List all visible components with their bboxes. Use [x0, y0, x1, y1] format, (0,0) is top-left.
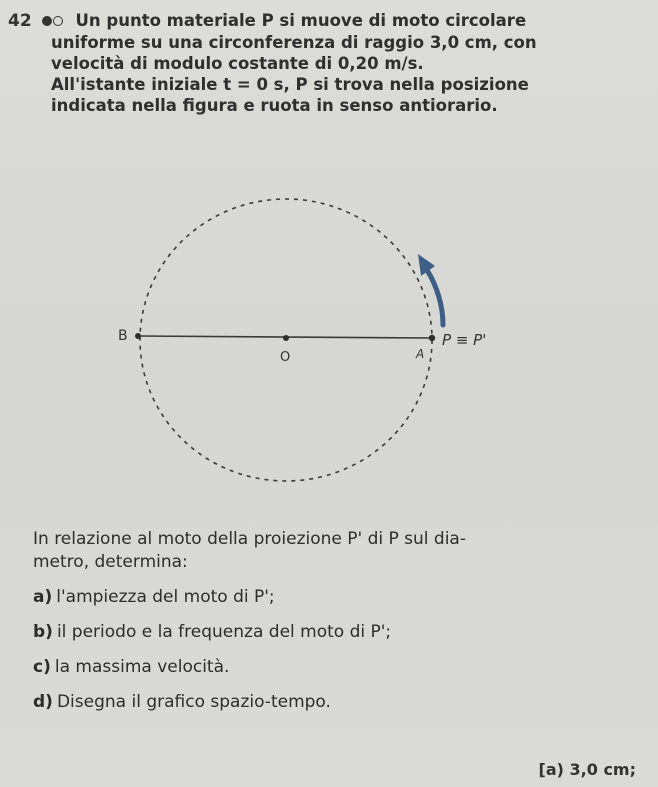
question-a	[33, 586, 648, 609]
question-b-text: il periodo e la frequenza del moto di P';	[56, 622, 392, 642]
questions-intro-1: In relazione al moto della proiezione P' di P sul dia-	[33, 529, 466, 549]
answer-value: 3,0 cm;	[569, 760, 636, 779]
question-a-label: a)	[33, 587, 53, 607]
label-a: A	[416, 347, 425, 361]
question-b	[33, 621, 648, 644]
label-o: O	[280, 350, 291, 365]
question-b-label: b)	[33, 622, 53, 642]
problem-line-2: uniforme su una circonferenza di raggio 3,0 cm, con	[51, 33, 537, 52]
answer-hint	[539, 760, 636, 779]
problem-line-3: velocità di modulo costante di 0,20 m/s.	[51, 54, 424, 73]
difficulty-dots-icon	[42, 10, 64, 32]
question-d	[33, 691, 648, 714]
label-p: P ≡ P'	[442, 331, 487, 349]
problem-statement	[8, 10, 648, 116]
question-a-text: l'ampiezza del moto di P';	[56, 587, 275, 607]
problem-number: 42	[8, 11, 32, 31]
problem-line-4: All'istante iniziale t = 0 s, P si trova nella posizione	[51, 75, 529, 94]
point-b	[135, 333, 141, 339]
questions-intro-2: metro, determina:	[33, 552, 188, 572]
circle-figure	[100, 188, 540, 493]
problem-line-5: indicata nella figura e ruota in senso antiorario.	[51, 96, 498, 115]
question-d-label: d)	[33, 692, 53, 712]
label-b: B	[118, 328, 128, 344]
question-c-text: la massima velocità.	[54, 657, 230, 677]
question-c	[33, 656, 648, 679]
question-c-label: c)	[33, 657, 51, 677]
question-d-text: Disegna il grafico spazio-tempo.	[56, 692, 331, 712]
problem-line-1: Un punto materiale P si muove di moto circolare	[75, 11, 527, 30]
answer-label: [a)	[538, 760, 564, 779]
point-p	[429, 335, 435, 341]
point-o	[283, 335, 289, 341]
questions-section	[33, 528, 648, 714]
rotation-arrow-icon	[427, 270, 443, 325]
